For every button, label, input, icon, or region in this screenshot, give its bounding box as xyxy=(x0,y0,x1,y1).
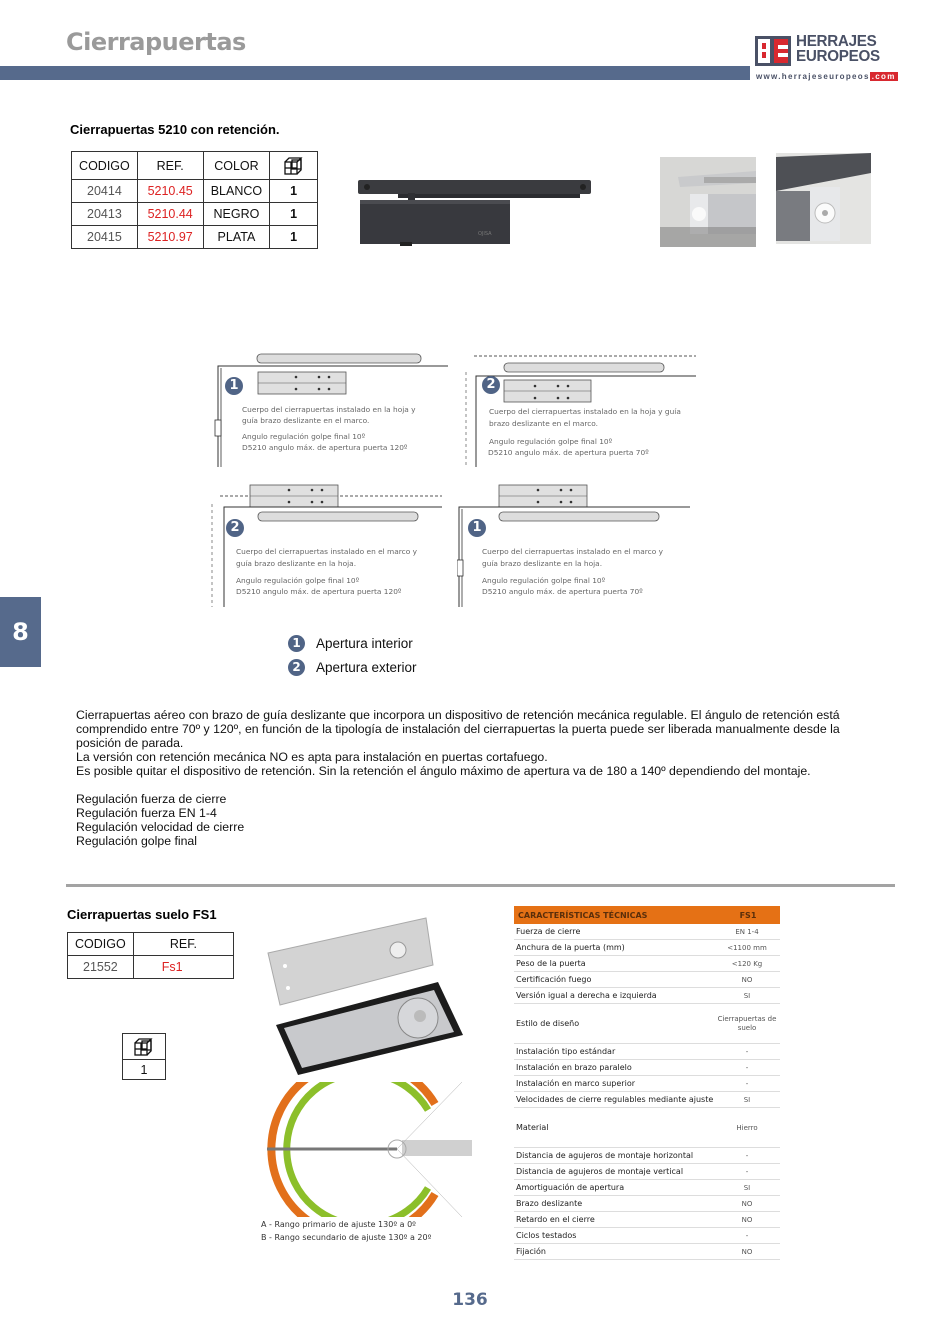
spec-row: Fuerza de cierre EN 1-4 xyxy=(514,924,780,940)
installation-diagram-4: 1 Cuerpo del cierrapuertas instalado en el marco y guía brazo deslizante en la hoja. Angulo regulación golpe final 10º D5210 angulo máx. de apertura puerta 70º xyxy=(457,482,702,607)
col-ref: REF. xyxy=(137,152,203,180)
logo-line2: EUROPEOS xyxy=(796,48,880,65)
product-image-5210-dark xyxy=(358,178,596,246)
spec-header: CARACTERÍSTICAS TÉCNICAS FS1 xyxy=(514,906,780,924)
feature-item: Regulación fuerza EN 1-4 xyxy=(76,806,217,820)
installation-diagram-1: 1 Cuerpo del cierrapuertas instalado en la hoja y guía brazo deslizante en el marco. Angulo regulación golpe final 10º D5210 angulo máx. de apertura puerta 120º xyxy=(212,352,457,477)
page-number: 136 xyxy=(452,1290,488,1310)
spec-row: Fijación NO xyxy=(514,1244,780,1260)
chapter-tab[interactable]: 8 xyxy=(0,597,41,667)
header-bar xyxy=(0,66,750,80)
box-icon xyxy=(283,156,305,176)
technical-specs-table xyxy=(514,906,780,1260)
badge-2-icon: 2 xyxy=(288,659,305,676)
spec-row: Peso de la puerta <120 Kg xyxy=(514,956,780,972)
col-codigo: CODIGO xyxy=(68,933,134,956)
section-title-5210: Cierrapuertas 5210 con retención. xyxy=(70,122,280,137)
spec-row: Estilo de diseño Cierrapuertas de suelo xyxy=(514,1004,780,1044)
svg-text:OJISA: OJISA xyxy=(478,231,492,237)
spec-row: Amortiguación de apertura SI xyxy=(514,1180,780,1196)
feature-item: Regulación fuerza de cierre xyxy=(76,792,227,806)
spec-row: Instalación en marco superior - xyxy=(514,1076,780,1092)
pack-qty-table: 1 xyxy=(122,1033,166,1080)
col-color: COLOR xyxy=(203,152,270,180)
badge-2-icon: 2 xyxy=(226,519,244,537)
logo-url[interactable]: www.herrajeseuropeos .com xyxy=(756,72,896,81)
table-row: 20413 5210.44 NEGRO 1 xyxy=(72,203,318,226)
legend-apertura-interior: 1 Apertura interior xyxy=(288,635,413,652)
range-legend: A - Rango primario de ajuste 130º a 0º B - Rango secundario de ajuste 130º a 20º xyxy=(261,1220,432,1242)
box-icon xyxy=(133,1037,155,1057)
spec-row: Instalación tipo estándar - xyxy=(514,1044,780,1060)
badge-1-icon: 1 xyxy=(468,519,486,537)
product-table-5210 xyxy=(71,151,318,249)
spec-row: Material Hierro xyxy=(514,1108,780,1148)
feature-item: Regulación golpe final xyxy=(76,834,198,848)
table-row: 20415 5210.97 PLATA 1 xyxy=(72,226,318,249)
spec-row: Retardo en el cierre NO xyxy=(514,1212,780,1228)
spec-row: Instalación en brazo paralelo - xyxy=(514,1060,780,1076)
legend-apertura-exterior: 2 Apertura exterior xyxy=(288,659,417,676)
spec-row: Brazo deslizante NO xyxy=(514,1196,780,1212)
badge-1-icon: 1 xyxy=(225,377,243,395)
section-divider xyxy=(66,884,895,887)
col-codigo: CODIGO xyxy=(72,152,138,180)
logo-mark-icon xyxy=(755,36,791,66)
spec-row: Versión igual a derecha e izquierda SI xyxy=(514,988,780,1004)
spec-row: Ciclos testados - xyxy=(514,1228,780,1244)
brand-logo xyxy=(755,34,900,84)
col-ref: REF. xyxy=(133,933,233,956)
badge-1-icon: 1 xyxy=(288,635,305,652)
spec-row: Distancia de agujeros de montaje vertical - xyxy=(514,1164,780,1180)
col-pack xyxy=(270,152,318,180)
table-row: 21552 Fs1 xyxy=(68,956,234,979)
product-table-fs1 xyxy=(67,932,234,979)
spec-row: Anchura de la puerta (mm) <1100 mm xyxy=(514,940,780,956)
product-photo-installed-2 xyxy=(776,153,871,244)
installation-diagram-3: 2 Cuerpo del cierrapuertas instalado en el marco y guía brazo deslizante en la hoja. Angulo regulación golpe final 10º D5210 angulo máx. de apertura puerta 120º xyxy=(208,482,453,607)
feature-list xyxy=(76,792,244,848)
page-title: Cierrapuertas xyxy=(66,28,246,56)
spec-row: Certificación fuego NO xyxy=(514,972,780,988)
installation-diagram-2: 2 Cuerpo del cierrapuertas instalado en la hoja y guía brazo deslizante en el marco. Angulo regulación golpe final 10º D5210 angulo máx. de apertura puerta 70º xyxy=(462,352,707,477)
product-image-fs1 xyxy=(258,910,470,1090)
logo-line1: HERRAJES xyxy=(796,33,877,50)
spec-row: Velocidades de cierre regulables mediante ajuste SI xyxy=(514,1092,780,1108)
table-row: 20414 5210.45 BLANCO 1 xyxy=(72,180,318,203)
feature-item: Regulación velocidad de cierre xyxy=(76,820,245,834)
spec-row: Distancia de agujeros de montaje horizontal - xyxy=(514,1148,780,1164)
product-description: Cierrapuertas aéreo con brazo de guía deslizante que incorpora un dispositivo de retención mecánica regulable. El ángulo de retención está comprendido entre 70º y 120º, en función de la tipología de instalación del cierrapuertas la puerta puede ser liberada manualmente desde la posición de parada. La versión con retención mecánica NO es apta para instalación en puertas cortafuego. Es posible quitar el dispositivo de retención. Sin la retención el ángulo máximo de apertura va de 180 a 140º dependiendo del montaje. xyxy=(76,708,840,778)
adjustment-range-diagram xyxy=(262,1082,472,1217)
section-title-fs1: Cierrapuertas suelo FS1 xyxy=(67,907,217,922)
product-photo-installed-1 xyxy=(660,157,756,247)
badge-2-icon: 2 xyxy=(482,376,500,394)
